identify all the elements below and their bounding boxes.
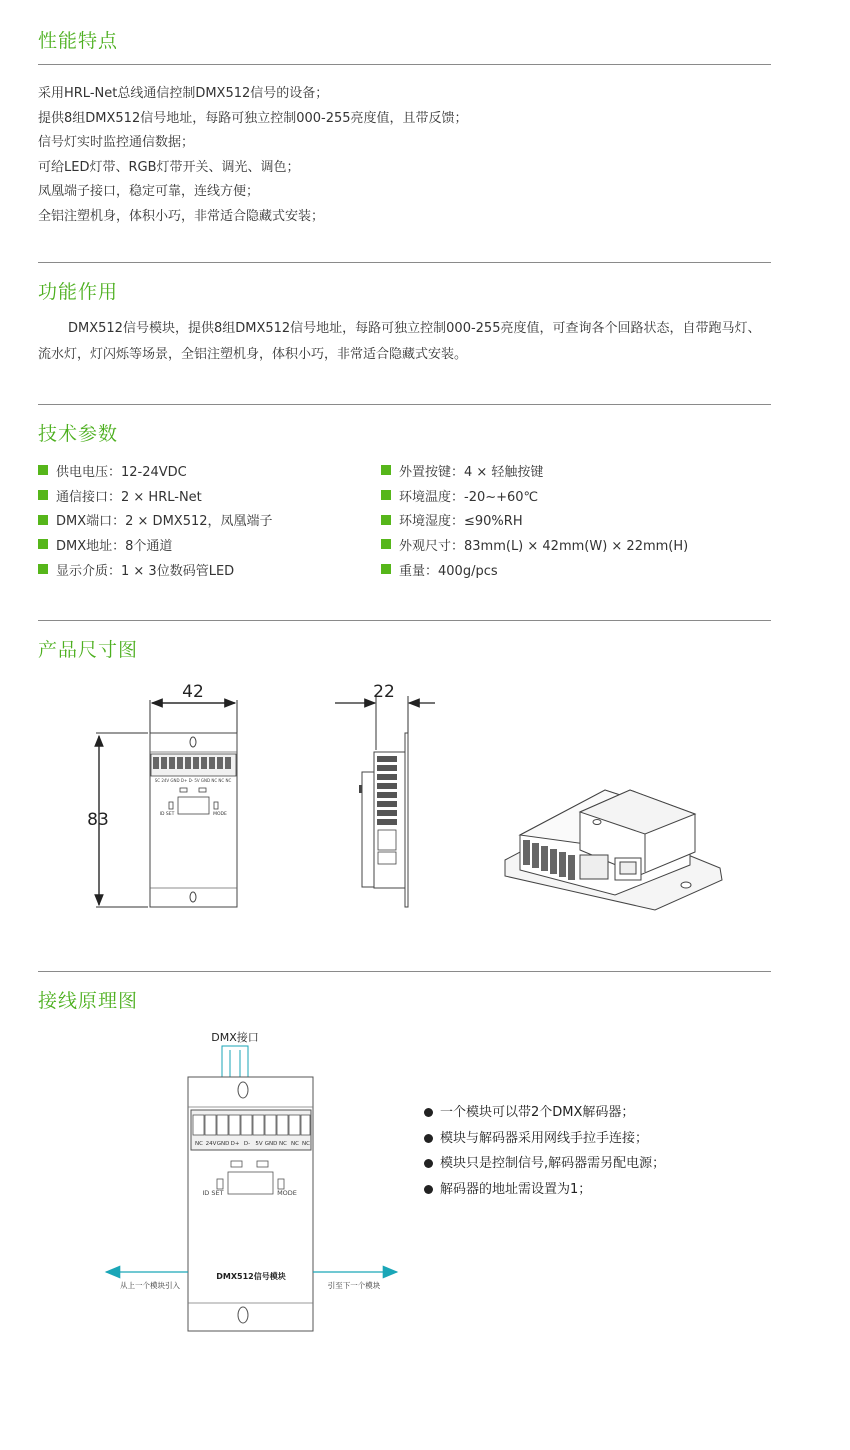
terminal-label: NC [302,1141,310,1147]
feature-item: 提供8组DMX512信号地址，每路可独立控制000-255亮度值，且带反馈； [38,110,468,126]
terminal-label: D- [243,1141,251,1147]
spec-item: 环境湿度：≤90%RH [381,507,688,532]
id-set-label: ID SET [202,1189,224,1197]
front-view-drawing [87,682,237,907]
spec-item: 外置按键：4 × 轻触按键 [381,458,688,483]
function-description: DMX512信号模块，提供8组DMX512信号地址，每路可独立控制000-255亮度值，可查询各个回路状态，自带跑马灯、流水灯，灯闪烁等场景，全铝注塑机身，体积小巧，非常适合隐藏式安装。 [38,321,761,362]
spec-item: 供电电压：12-24VDC [38,458,273,483]
port-labels: SC 24V GND D+ D- 5V GND NC NC NC [154,778,232,783]
wiring-diagram [0,1020,420,1340]
feature-item: 凤凰端子接口，稳定可靠，连线方便； [38,184,260,200]
function-title: 功能作用 [38,281,119,303]
mode-label: MODE [277,1189,297,1197]
features-title: 性能特点 [38,30,119,52]
spec-item: 环境温度：-20~+60℃ [381,483,688,508]
feature-item: 采用HRL-Net总线通信控制DMX512信号的设备； [38,86,329,101]
bullet-dot-icon [424,1159,433,1168]
dim-width-label: 42 [182,682,204,702]
spec-item: DMX端口：2 × DMX512，凤凰端子 [38,507,273,532]
terminal-label: GND [264,1141,278,1147]
terminal-label: 24V [205,1141,217,1147]
dimensions-title: 产品尺寸图 [38,639,139,661]
id-set-label: ID SET [159,812,175,817]
dim-depth-label: 22 [373,682,395,702]
note-item: 模块只是控制信号,解码器需另配电源； [424,1151,665,1177]
feature-item: 全铝注塑机身，体积小巧，非常适合隐藏式安装； [38,208,325,224]
terminal-label: NC [279,1141,287,1147]
dim-height-label: 83 [87,810,109,830]
note-item: 一个模块可以带2个DMX解码器； [424,1100,665,1126]
terminal-label: NC [291,1141,299,1147]
wiring-title: 接线原理图 [38,990,139,1012]
dmx-port-label: DMX接口 [211,1031,259,1044]
spec-item: 通信接口：2 × HRL-Net [38,483,273,508]
note-item: 模块与解码器采用网线手拉手连接； [424,1126,665,1152]
side-view-drawing [335,682,435,907]
spec-item: DMX地址：8个通道 [38,532,273,557]
feature-item: 可给LED灯带、RGB灯带开关、调光、调色； [38,159,300,175]
terminal-label: GND [216,1141,230,1147]
terminal-label: D+ [230,1141,240,1147]
bullet-dot-icon [424,1134,433,1143]
left-arrow-label: 从上一个模块引入 [120,1281,180,1290]
terminal-label: 5V [255,1141,263,1147]
specs-title: 技术参数 [38,423,119,445]
product-3d-view [505,790,722,910]
spec-item: 外观尺寸：83mm(L) × 42mm(W) × 22mm(H) [381,532,688,557]
mode-label: MODE [213,812,227,817]
divider [38,971,771,972]
wiring-notes [424,1100,665,1202]
right-arrow-label: 引至下一个模块 [327,1281,381,1290]
bullet-dot-icon [424,1185,433,1194]
spec-item: 重量：400g/pcs [381,557,688,582]
terminal-label: NC [195,1141,203,1147]
module-name: DMX512信号模块 [216,1272,286,1281]
spec-item: 显示介质：1 × 3位数码管LED [38,557,273,582]
note-item: 解码器的地址需设置为1； [424,1177,665,1203]
feature-item: 信号灯实时监控通信数据； [38,135,195,151]
bullet-dot-icon [424,1108,433,1117]
